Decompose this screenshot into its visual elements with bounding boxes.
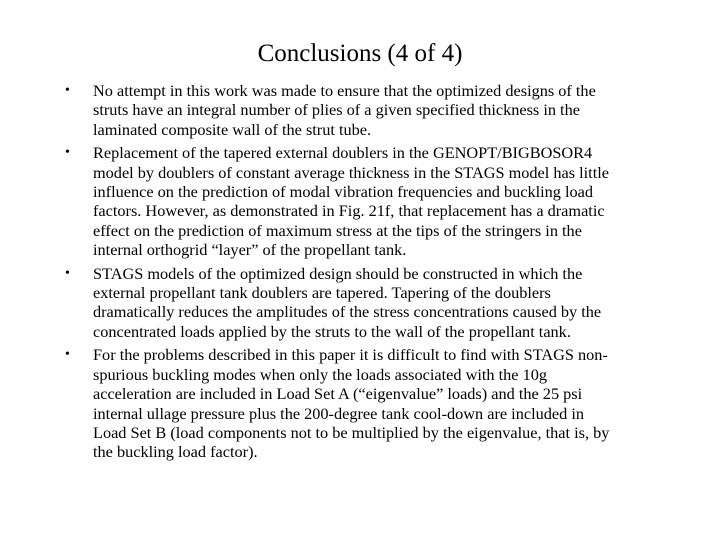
bullet-text-line: internal ullage pressure plus the 200-degree tank cool-down are included in [93, 403, 584, 423]
bullet-list [65, 81, 705, 466]
bullet-icon: • [65, 83, 70, 98]
bullet-icon: • [65, 145, 70, 161]
bullet-text-line: effect on the prediction of maximum stress at the tips of the stringers in the [93, 220, 582, 240]
bullet-icon: • [65, 347, 70, 363]
bullet-text-line: spurious buckling modes when only the loads associated with the 10g [93, 364, 547, 384]
bullet-text-line: struts have an integral number of plies of a given specified thickness in the [93, 100, 580, 120]
bullet-text-line: Load Set B (load components not to be multiplied by the eigenvalue, that is, by [93, 422, 610, 442]
bullet-item [65, 81, 705, 139]
bullet-text-line: acceleration are included in Load Set A (“eigenvalue” loads) and the 25 psi [93, 384, 583, 404]
bullet-text-line: influence on the prediction of modal vibration frequencies and buckling load [93, 182, 594, 202]
slide-title: Conclusions (4 of 4) [257, 40, 463, 67]
bullet-item [65, 345, 705, 461]
bullet-text-line: external propellant tank doublers are tapered. Tapering of the doublers [93, 283, 551, 303]
bullet-text-line: concentrated loads applied by the struts to the wall of the propellant tank. [93, 321, 571, 341]
bullet-text-line: dramatically reduces the amplitudes of the stress concentrations caused by the [93, 302, 602, 322]
bullet-text-line: laminated composite wall of the strut tube. [93, 119, 372, 139]
bullet-text-line: model by doublers of constant average thickness in the STAGS model has little [93, 162, 609, 182]
bullet-text-line: STAGS models of the optimized design should be constructed in which the [93, 263, 583, 283]
bullet-text-line: Replacement of the tapered external doublers in the GENOPT/BIGBOSOR4 [93, 143, 593, 163]
bullet-text-line: internal orthogrid “layer” of the propellant tank. [93, 240, 407, 260]
bullet-item [65, 264, 705, 342]
bullet-icon: • [65, 265, 70, 281]
bullet-text-line: No attempt in this work was made to ensure that the optimized designs of the [93, 81, 596, 100]
bullet-text-line: factors. However, as demonstrated in Fig. 21f, that replacement has a dramatic [93, 201, 605, 221]
bullet-item [65, 143, 705, 259]
bullet-text-line: the buckling load factor). [93, 442, 258, 462]
bullet-text-line: For the problems described in this paper it is difficult to find with STAGS non- [93, 345, 608, 365]
